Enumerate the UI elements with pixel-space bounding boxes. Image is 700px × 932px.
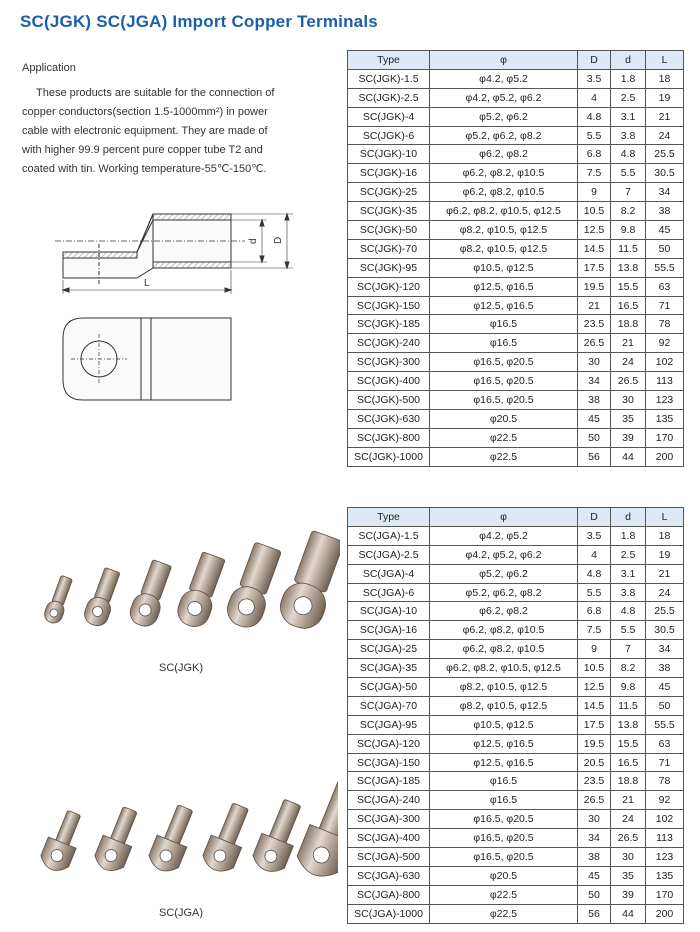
cell-type: SC(JGK)-6	[348, 126, 430, 145]
cell-D: 19.5	[578, 734, 611, 753]
table-row	[348, 885, 684, 904]
terminal-side-view	[55, 214, 293, 294]
terminal-top-view	[63, 318, 231, 400]
cell-d: 1.8	[611, 69, 646, 88]
cell-d: 24	[611, 810, 646, 829]
cell-D: 7.5	[578, 164, 611, 183]
table-row	[348, 848, 684, 867]
table-row	[348, 904, 684, 923]
cell-D: 4	[578, 545, 611, 564]
cell-L: 200	[646, 904, 684, 923]
cell-type: SC(JGK)-16	[348, 164, 430, 183]
cell-type: SC(JGK)-2.5	[348, 88, 430, 107]
cell-L: 38	[646, 659, 684, 678]
cell-type: SC(JGA)-70	[348, 696, 430, 715]
jgk-terminal-4	[174, 550, 229, 630]
jgk-terminal-3	[127, 558, 176, 630]
cell-D: 9	[578, 183, 611, 202]
cell-phi: φ5.2, φ6.2	[430, 107, 578, 126]
cell-d: 39	[611, 885, 646, 904]
header-outer-diameter: D	[578, 508, 611, 527]
cell-d: 39	[611, 428, 646, 447]
cell-L: 113	[646, 829, 684, 848]
cell-type: SC(JGK)-35	[348, 202, 430, 221]
cell-d: 8.2	[611, 202, 646, 221]
cell-type: SC(JGA)-500	[348, 848, 430, 867]
jga-terminal-4	[200, 800, 256, 876]
cell-phi: φ12.5, φ16.5	[430, 753, 578, 772]
cell-D: 30	[578, 810, 611, 829]
table-row	[348, 239, 684, 258]
cell-L: 123	[646, 391, 684, 410]
jgk-terminals-photo	[20, 518, 340, 653]
dimension-D-label: D	[273, 236, 284, 244]
cell-type: SC(JGK)-70	[348, 239, 430, 258]
cell-L: 19	[646, 88, 684, 107]
header-inner-diameter: d	[611, 508, 646, 527]
table-row	[348, 277, 684, 296]
cell-phi: φ8.2, φ10.5, φ12.5	[430, 239, 578, 258]
cell-phi: φ22.5	[430, 428, 578, 447]
cell-phi: φ16.5, φ20.5	[430, 810, 578, 829]
cell-type: SC(JGA)-150	[348, 753, 430, 772]
cell-D: 56	[578, 447, 611, 466]
cell-L: 25.5	[646, 145, 684, 164]
cell-phi: φ6.2, φ8.2, φ10.5	[430, 164, 578, 183]
cell-phi: φ10.5, φ12.5	[430, 715, 578, 734]
cell-D: 26.5	[578, 791, 611, 810]
cell-d: 8.2	[611, 659, 646, 678]
cell-D: 56	[578, 904, 611, 923]
cell-type: SC(JGK)-95	[348, 258, 430, 277]
cell-phi: φ5.2, φ6.2	[430, 564, 578, 583]
cell-D: 38	[578, 848, 611, 867]
cell-L: 170	[646, 428, 684, 447]
cell-D: 34	[578, 372, 611, 391]
jga-terminal-2	[92, 804, 145, 876]
cell-type: SC(JGA)-16	[348, 621, 430, 640]
cell-d: 16.5	[611, 296, 646, 315]
cell-d: 11.5	[611, 696, 646, 715]
cell-type: SC(JGA)-95	[348, 715, 430, 734]
cell-D: 50	[578, 885, 611, 904]
table-row	[348, 526, 684, 545]
cell-d: 44	[611, 904, 646, 923]
cell-D: 45	[578, 866, 611, 885]
table-row	[348, 221, 684, 240]
cell-d: 16.5	[611, 753, 646, 772]
cell-d: 44	[611, 447, 646, 466]
cell-L: 18	[646, 526, 684, 545]
cell-D: 26.5	[578, 334, 611, 353]
table-row	[348, 202, 684, 221]
cell-phi: φ4.2, φ5.2	[430, 526, 578, 545]
table-row	[348, 791, 684, 810]
cell-phi: φ5.2, φ6.2, φ8.2	[430, 583, 578, 602]
cell-type: SC(JGK)-500	[348, 391, 430, 410]
table-row	[348, 602, 684, 621]
table-row	[348, 659, 684, 678]
cell-d: 5.5	[611, 164, 646, 183]
terminal-technical-drawing	[55, 196, 300, 446]
cell-type: SC(JGK)-240	[348, 334, 430, 353]
cell-type: SC(JGA)-25	[348, 640, 430, 659]
cell-phi: φ16.5	[430, 791, 578, 810]
cell-D: 30	[578, 353, 611, 372]
table-row	[348, 866, 684, 885]
cell-type: SC(JGK)-630	[348, 409, 430, 428]
cell-L: 63	[646, 734, 684, 753]
cell-d: 1.8	[611, 526, 646, 545]
cell-type: SC(JGK)-1000	[348, 447, 430, 466]
cell-phi: φ8.2, φ10.5, φ12.5	[430, 678, 578, 697]
cell-d: 7	[611, 183, 646, 202]
cell-D: 21	[578, 296, 611, 315]
cell-L: 135	[646, 409, 684, 428]
cell-type: SC(JGA)-240	[348, 791, 430, 810]
cell-phi: φ22.5	[430, 885, 578, 904]
cell-d: 4.8	[611, 145, 646, 164]
jgk-spec-table	[347, 50, 684, 467]
cell-type: SC(JGA)-630	[348, 866, 430, 885]
page-title: SC(JGK) SC(JGA) Import Copper Terminals	[20, 12, 378, 31]
cell-phi: φ6.2, φ8.2, φ10.5, φ12.5	[430, 202, 578, 221]
cell-d: 30	[611, 848, 646, 867]
cell-type: SC(JGK)-300	[348, 353, 430, 372]
cell-d: 15.5	[611, 277, 646, 296]
cell-L: 92	[646, 791, 684, 810]
application-text: These products are suitable for the connection of copper conductors(section 1.5-1000mm²) in power cable with electronic equipment. They are made of with higher 99.9 percent pure copper tube T2 and coated with tin. Working temperature-55℃-150℃.	[22, 87, 275, 175]
cell-type: SC(JGA)-120	[348, 734, 430, 753]
cell-D: 34	[578, 829, 611, 848]
cell-L: 71	[646, 753, 684, 772]
header-type: Type	[348, 51, 430, 70]
cell-d: 9.8	[611, 221, 646, 240]
cell-L: 30.5	[646, 621, 684, 640]
cell-L: 78	[646, 315, 684, 334]
cell-type: SC(JGK)-150	[348, 296, 430, 315]
table-header-row	[348, 508, 684, 527]
cell-d: 2.5	[611, 88, 646, 107]
table-row	[348, 545, 684, 564]
cell-type: SC(JGA)-300	[348, 810, 430, 829]
cell-type: SC(JGA)-2.5	[348, 545, 430, 564]
header-length: L	[646, 51, 684, 70]
table-row	[348, 409, 684, 428]
application-heading: Application	[22, 62, 76, 74]
cell-phi: φ6.2, φ8.2	[430, 602, 578, 621]
dimension-d-label: d	[248, 238, 259, 244]
cell-type: SC(JGA)-10	[348, 602, 430, 621]
header-phi: φ	[430, 508, 578, 527]
cell-L: 113	[646, 372, 684, 391]
cell-D: 5.5	[578, 583, 611, 602]
cell-type: SC(JGK)-185	[348, 315, 430, 334]
cell-D: 12.5	[578, 221, 611, 240]
cell-d: 9.8	[611, 678, 646, 697]
table-row	[348, 583, 684, 602]
cell-d: 24	[611, 353, 646, 372]
cell-L: 50	[646, 239, 684, 258]
cell-L: 25.5	[646, 602, 684, 621]
cell-d: 5.5	[611, 621, 646, 640]
cell-phi: φ4.2, φ5.2, φ6.2	[430, 545, 578, 564]
cell-phi: φ6.2, φ8.2, φ10.5	[430, 640, 578, 659]
cell-type: SC(JGA)-35	[348, 659, 430, 678]
table-row	[348, 145, 684, 164]
cell-L: 34	[646, 183, 684, 202]
cell-D: 6.8	[578, 602, 611, 621]
jgk-terminal-1	[42, 574, 75, 625]
table-row	[348, 126, 684, 145]
table-row	[348, 353, 684, 372]
table-header-row	[348, 51, 684, 70]
cell-phi: φ10.5, φ12.5	[430, 258, 578, 277]
table-row	[348, 678, 684, 697]
cell-D: 9	[578, 640, 611, 659]
cell-L: 45	[646, 221, 684, 240]
cell-D: 5.5	[578, 126, 611, 145]
table-row	[348, 258, 684, 277]
jga-terminals-photo	[18, 770, 338, 900]
cell-L: 38	[646, 202, 684, 221]
jgk-terminal-5	[223, 541, 286, 632]
jga-terminal-6	[293, 774, 338, 882]
cell-D: 10.5	[578, 202, 611, 221]
cell-D: 38	[578, 391, 611, 410]
cell-L: 50	[646, 696, 684, 715]
cell-L: 102	[646, 810, 684, 829]
cell-d: 11.5	[611, 239, 646, 258]
cell-d: 35	[611, 409, 646, 428]
cell-phi: φ16.5	[430, 315, 578, 334]
header-type: Type	[348, 508, 430, 527]
cell-d: 2.5	[611, 545, 646, 564]
cell-d: 3.1	[611, 107, 646, 126]
cell-type: SC(JGA)-50	[348, 678, 430, 697]
cell-phi: φ16.5	[430, 334, 578, 353]
table-row	[348, 715, 684, 734]
cell-phi: φ4.2, φ5.2, φ6.2	[430, 88, 578, 107]
cell-d: 21	[611, 791, 646, 810]
cell-L: 92	[646, 334, 684, 353]
cell-L: 55.5	[646, 258, 684, 277]
cell-D: 50	[578, 428, 611, 447]
cell-d: 7	[611, 640, 646, 659]
cell-L: 18	[646, 69, 684, 88]
cell-phi: φ20.5	[430, 409, 578, 428]
table-row	[348, 753, 684, 772]
cell-L: 102	[646, 353, 684, 372]
cell-L: 19	[646, 545, 684, 564]
cell-phi: φ16.5, φ20.5	[430, 391, 578, 410]
cell-d: 13.8	[611, 258, 646, 277]
table-row	[348, 372, 684, 391]
cell-L: 55.5	[646, 715, 684, 734]
cell-phi: φ12.5, φ16.5	[430, 734, 578, 753]
cell-d: 3.8	[611, 583, 646, 602]
cell-phi: φ6.2, φ8.2	[430, 145, 578, 164]
cell-type: SC(JGK)-4	[348, 107, 430, 126]
cell-L: 24	[646, 583, 684, 602]
cell-phi: φ16.5, φ20.5	[430, 829, 578, 848]
cell-phi: φ12.5, φ16.5	[430, 277, 578, 296]
dimension-L-label: L	[144, 278, 150, 289]
table-row	[348, 829, 684, 848]
cell-type: SC(JGK)-800	[348, 428, 430, 447]
cell-D: 3.5	[578, 526, 611, 545]
cell-L: 30.5	[646, 164, 684, 183]
cell-D: 12.5	[578, 678, 611, 697]
jgk-caption: SC(JGK)	[159, 662, 203, 674]
cell-type: SC(JGA)-185	[348, 772, 430, 791]
cell-D: 14.5	[578, 696, 611, 715]
cell-type: SC(JGA)-800	[348, 885, 430, 904]
cell-type: SC(JGK)-400	[348, 372, 430, 391]
cell-d: 3.1	[611, 564, 646, 583]
header-outer-diameter: D	[578, 51, 611, 70]
cell-type: SC(JGK)-10	[348, 145, 430, 164]
cell-D: 23.5	[578, 315, 611, 334]
cell-phi: φ16.5, φ20.5	[430, 848, 578, 867]
table-row	[348, 296, 684, 315]
cell-D: 17.5	[578, 715, 611, 734]
cell-D: 4	[578, 88, 611, 107]
header-phi: φ	[430, 51, 578, 70]
cell-L: 135	[646, 866, 684, 885]
cell-phi: φ22.5	[430, 904, 578, 923]
cell-type: SC(JGA)-1.5	[348, 526, 430, 545]
cell-phi: φ22.5	[430, 447, 578, 466]
cell-D: 7.5	[578, 621, 611, 640]
cell-L: 123	[646, 848, 684, 867]
cell-d: 26.5	[611, 372, 646, 391]
cell-type: SC(JGA)-6	[348, 583, 430, 602]
cell-L: 63	[646, 277, 684, 296]
table-row	[348, 447, 684, 466]
cell-L: 21	[646, 564, 684, 583]
table-row	[348, 183, 684, 202]
header-length: L	[646, 508, 684, 527]
cell-d: 18.8	[611, 772, 646, 791]
cell-D: 17.5	[578, 258, 611, 277]
cell-D: 23.5	[578, 772, 611, 791]
cell-L: 170	[646, 885, 684, 904]
cell-D: 10.5	[578, 659, 611, 678]
jgk-terminal-6	[275, 529, 340, 634]
cell-type: SC(JGK)-50	[348, 221, 430, 240]
cell-phi: φ20.5	[430, 866, 578, 885]
table-row	[348, 734, 684, 753]
cell-phi: φ16.5, φ20.5	[430, 372, 578, 391]
cell-D: 3.5	[578, 69, 611, 88]
cell-phi: φ6.2, φ8.2, φ10.5	[430, 183, 578, 202]
table-row	[348, 315, 684, 334]
jga-terminal-5	[250, 796, 309, 876]
cell-phi: φ8.2, φ10.5, φ12.5	[430, 696, 578, 715]
cell-D: 20.5	[578, 753, 611, 772]
cell-L: 34	[646, 640, 684, 659]
cell-phi: φ6.2, φ8.2, φ10.5	[430, 621, 578, 640]
cell-d: 26.5	[611, 829, 646, 848]
jga-spec-table	[347, 507, 684, 924]
cell-d: 18.8	[611, 315, 646, 334]
cell-L: 78	[646, 772, 684, 791]
cell-type: SC(JGA)-1000	[348, 904, 430, 923]
table-row	[348, 772, 684, 791]
cell-D: 4.8	[578, 564, 611, 583]
table-row	[348, 640, 684, 659]
cell-L: 200	[646, 447, 684, 466]
jga-caption: SC(JGA)	[159, 907, 203, 919]
cell-L: 45	[646, 678, 684, 697]
jga-terminal-1	[38, 807, 89, 875]
table-row	[348, 810, 684, 829]
jga-terminal-3	[146, 802, 201, 876]
cell-type: SC(JGA)-400	[348, 829, 430, 848]
cell-type: SC(JGA)-4	[348, 564, 430, 583]
cell-d: 13.8	[611, 715, 646, 734]
table-row	[348, 334, 684, 353]
header-inner-diameter: d	[611, 51, 646, 70]
cell-d: 3.8	[611, 126, 646, 145]
cell-type: SC(JGK)-25	[348, 183, 430, 202]
table-row	[348, 69, 684, 88]
cell-d: 4.8	[611, 602, 646, 621]
table-row	[348, 164, 684, 183]
cell-type: SC(JGK)-1.5	[348, 69, 430, 88]
cell-L: 71	[646, 296, 684, 315]
cell-D: 14.5	[578, 239, 611, 258]
cell-d: 21	[611, 334, 646, 353]
cell-phi: φ6.2, φ8.2, φ10.5, φ12.5	[430, 659, 578, 678]
cell-phi: φ5.2, φ6.2, φ8.2	[430, 126, 578, 145]
cell-D: 19.5	[578, 277, 611, 296]
table-row	[348, 107, 684, 126]
cell-phi: φ4.2, φ5.2	[430, 69, 578, 88]
table-row	[348, 88, 684, 107]
cell-d: 15.5	[611, 734, 646, 753]
cell-phi: φ12.5, φ16.5	[430, 296, 578, 315]
cell-D: 4.8	[578, 107, 611, 126]
cell-type: SC(JGK)-120	[348, 277, 430, 296]
table-row	[348, 621, 684, 640]
table-row	[348, 696, 684, 715]
table-row	[348, 564, 684, 583]
cell-d: 35	[611, 866, 646, 885]
cell-D: 45	[578, 409, 611, 428]
table-row	[348, 428, 684, 447]
cell-D: 6.8	[578, 145, 611, 164]
cell-phi: φ16.5, φ20.5	[430, 353, 578, 372]
cell-L: 21	[646, 107, 684, 126]
table-row	[348, 391, 684, 410]
cell-phi: φ16.5	[430, 772, 578, 791]
jgk-terminal-2	[81, 566, 123, 629]
cell-phi: φ8.2, φ10.5, φ12.5	[430, 221, 578, 240]
cell-L: 24	[646, 126, 684, 145]
cell-d: 30	[611, 391, 646, 410]
